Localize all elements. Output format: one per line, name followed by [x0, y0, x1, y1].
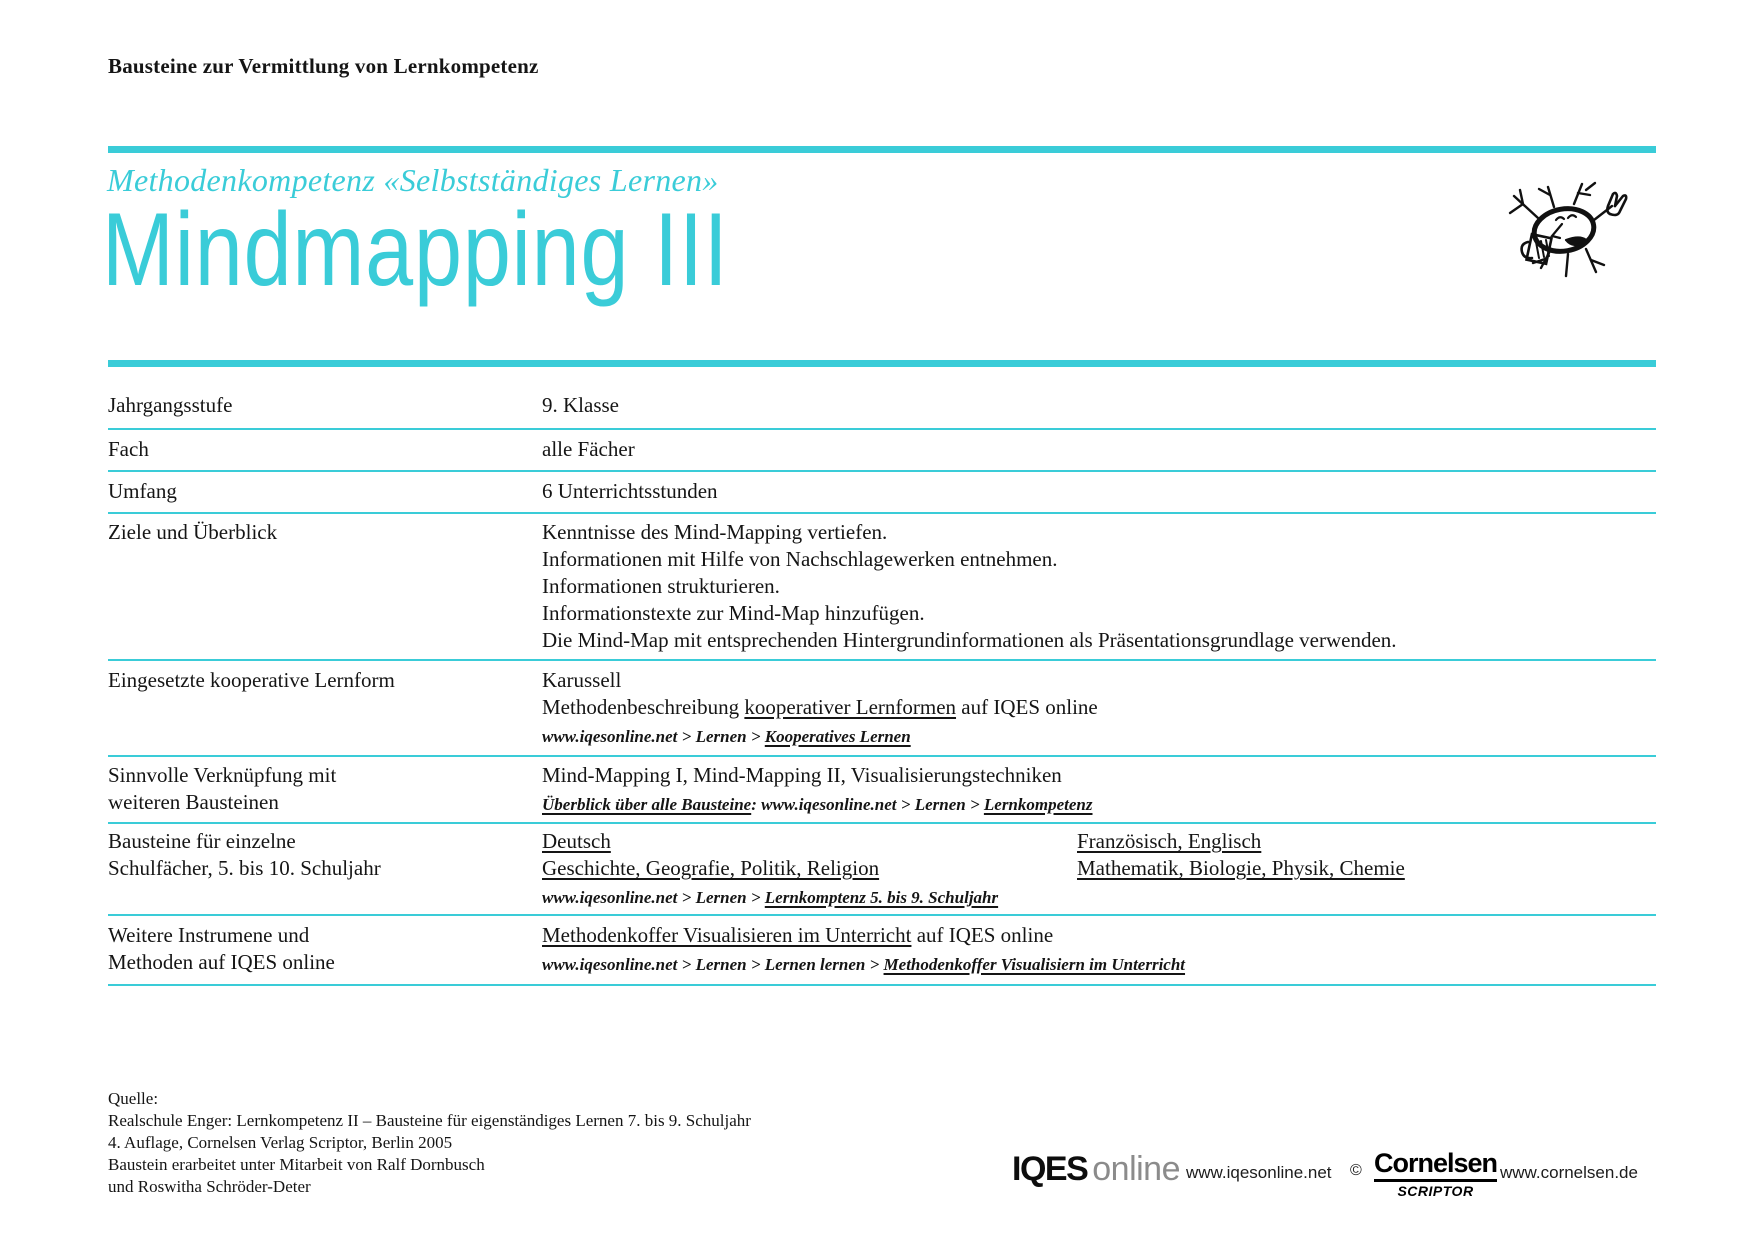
table-row-verknuepfung	[108, 757, 1656, 824]
top-divider-rule	[108, 146, 1656, 153]
table-row-weitere-instrumente	[108, 916, 1656, 986]
cornelsen-scriptor-logo: Cornelsen SCRIPTOR	[1374, 1148, 1498, 1199]
row-value	[542, 922, 1656, 976]
row-label: Weitere Instrumene und Methoden auf IQES online	[108, 923, 335, 974]
source-line: Quelle:	[108, 1089, 159, 1108]
lernkompetenz-schuljahr-link[interactable]: Lernkomptenz 5. bis 9. Schuljahr	[764, 888, 999, 907]
lernform-value: Karussell	[542, 668, 622, 692]
row-label: Bausteine für einzelne Schulfächer, 5. bis 10. Schuljahr	[108, 829, 381, 880]
info-table	[108, 368, 1656, 986]
row-value: 6 Unterrichtsstunden	[542, 479, 718, 503]
iqes-url: www.iqesonline.net	[1186, 1163, 1332, 1182]
page-title: Mindmapping III	[102, 192, 729, 308]
lernkompetenz-link[interactable]: Lernkompetenz	[983, 795, 1093, 814]
row-label: Sinnvolle Verknüpfung mit weiteren Bausteinen	[108, 763, 337, 814]
methodenkoffer-line: Methodenkoffer Visualisieren im Unterricht auf IQES online	[542, 923, 1054, 947]
breadcrumb-path: Überblick über alle Bausteine: www.iqesonline.net > Lernen > Lernkompetenz	[542, 795, 1093, 814]
geschichte-geografie-politik-religion-link[interactable]: Geschichte, Geografie, Politik, Religion	[542, 856, 880, 880]
breadcrumb-path: www.iqesonline.net > Lernen > Lernen lernen > Methodenkoffer Visualisiern im Unterricht	[542, 955, 1186, 974]
methodenkoffer-path-link[interactable]: Methodenkoffer Visualisiern im Unterricht	[883, 955, 1186, 974]
source-line: Realschule Enger: Lernkompetenz II – Bausteine für eigenständiges Lernen 7. bis 9. Schuljahr	[108, 1111, 751, 1130]
goal-line: Kenntnisse des Mind-Mapping vertiefen.	[542, 520, 888, 544]
methodenkoffer-link[interactable]: Methodenkoffer Visualisieren im Unterricht	[542, 923, 912, 947]
mindmap-head-doodle-icon	[1498, 180, 1630, 287]
franzoesisch-englisch-link[interactable]: Französisch, Englisch	[1077, 829, 1262, 853]
row-label: Fach	[108, 437, 149, 461]
row-value	[542, 828, 1656, 909]
table-row-jahrgangsstufe	[108, 368, 1656, 430]
table-row-fach	[108, 430, 1656, 472]
related-modules: Mind-Mapping I, Mind-Mapping II, Visualisierungstechniken	[542, 763, 1062, 787]
row-label: Umfang	[108, 479, 177, 503]
method-description-line: Methodenbeschreibung kooperativer Lernformen auf IQES online	[542, 695, 1098, 719]
table-row-lernform	[108, 661, 1656, 757]
goal-line: Die Mind-Map mit entsprechenden Hintergrundinformationen als Präsentationsgrundlage verwenden.	[542, 628, 1397, 652]
row-value: 9. Klasse	[542, 393, 619, 417]
series-subtitle: Methodenkompetenz «Selbstständiges Lernen»	[107, 162, 719, 198]
iqes-online-logo: IQES online	[1012, 1150, 1180, 1188]
row-value: alle Fächer	[542, 437, 635, 461]
row-value	[542, 519, 1656, 654]
deutsch-link[interactable]: Deutsch	[542, 829, 611, 853]
subject-links	[542, 828, 1656, 882]
source-line: 4. Auflage, Cornelsen Verlag Scriptor, Berlin 2005	[108, 1133, 453, 1152]
row-label: Eingesetzte kooperative Lernform	[108, 668, 395, 692]
source-note	[108, 1088, 751, 1198]
goal-line: Informationen mit Hilfe von Nachschlagewerken entnehmen.	[542, 547, 1058, 571]
cornelsen-url: www.cornelsen.de	[1500, 1163, 1638, 1182]
breadcrumb-path: www.iqesonline.net > Lernen > Lernkomptenz 5. bis 9. Schuljahr	[542, 888, 999, 907]
kooperative-lernformen-link[interactable]: kooperativer Lernformen	[744, 695, 957, 719]
source-line: und Roswitha Schröder-Deter	[108, 1177, 311, 1196]
row-label: Ziele und Überblick	[108, 520, 278, 544]
table-row-schulfaecher	[108, 824, 1656, 916]
goal-line: Informationstexte zur Mind-Map hinzufügen.	[542, 601, 925, 625]
title-bottom-divider-rule	[108, 360, 1656, 367]
kooperatives-lernen-link[interactable]: Kooperatives Lernen	[764, 727, 911, 746]
table-row-ziele	[108, 514, 1656, 661]
row-value	[542, 762, 1656, 816]
row-value	[542, 667, 1656, 748]
ueberblick-bausteine-link[interactable]: Überblick über alle Bausteine	[542, 795, 752, 814]
row-label: Jahrgangsstufe	[108, 393, 233, 417]
mathematik-biologie-physik-chemie-link[interactable]: Mathematik, Biologie, Physik, Chemie	[1077, 856, 1405, 880]
table-row-umfang	[108, 472, 1656, 514]
source-line: Baustein erarbeitet unter Mitarbeit von Ralf Dornbusch	[108, 1155, 485, 1174]
document-category: Bausteine zur Vermittlung von Lernkompetenz	[108, 54, 539, 78]
copyright-symbol: ©	[1350, 1162, 1362, 1179]
breadcrumb-path: www.iqesonline.net > Lernen > Kooperatives Lernen	[542, 727, 911, 746]
goal-line: Informationen strukturieren.	[542, 574, 780, 598]
